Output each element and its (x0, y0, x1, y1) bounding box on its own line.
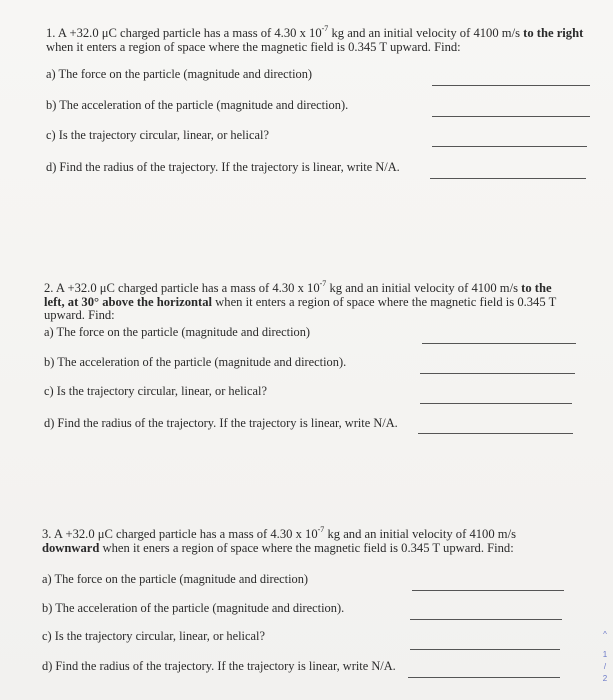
q1-part-d: d) Find the radius of the trajectory. If the trajectory is linear, write N/A. (46, 160, 400, 174)
q3-answer-line-b[interactable] (410, 619, 562, 620)
q1-answer-line-b[interactable] (432, 116, 590, 117)
question-2-stem: 2. A +32.0 μC charged particle has a mass of 4.30 x $10^{-7}$ kg and an initial velocity of 4100 m/s to the left, at 30° above the horizontal when it enters a region of space where the magnetic field is 0.345 T upward. Find: (44, 278, 557, 322)
question-1-stem: 1. A +32.0 μC charged particle has a mass of 4.30 x $10^{-7}$ kg and an initial velocity of 4100 m/s to the right when it enters a region of space where the magnetic field is 0.345 T upward. Find: (46, 23, 584, 54)
q1-part-c: c) Is the trajectory circular, linear, or helical? (46, 128, 269, 142)
q2-part-d: d) Find the radius of the trajectory. If the trajectory is linear, write N/A. (44, 416, 398, 430)
page-navigator (600, 630, 610, 686)
q1-part-b: b) The acceleration of the particle (magnitude and direction). (46, 98, 349, 112)
q2-answer-line-c[interactable] (420, 403, 572, 404)
page-indicator-1[interactable]: 1 (602, 650, 608, 659)
q1-part-a: a) The force on the particle (magnitude and direction) (46, 67, 313, 81)
page-indicator-2[interactable]: 2 (602, 674, 608, 683)
q2-part-b: b) The acceleration of the particle (magnitude and direction). (44, 355, 347, 369)
scroll-up-chevron-icon[interactable]: ^ (603, 630, 607, 639)
q2-answer-line-d[interactable] (418, 433, 573, 434)
q2-part-a: a) The force on the particle (magnitude and direction) (44, 325, 311, 339)
q3-part-c: c) Is the trajectory circular, linear, or helical? (42, 629, 265, 643)
q3-answer-line-d[interactable] (408, 677, 560, 678)
q1-answer-line-c[interactable] (432, 146, 587, 147)
q2-answer-line-b[interactable] (420, 373, 575, 374)
question-3 (42, 524, 542, 555)
q1-answer-line-d[interactable] (430, 178, 586, 179)
page-indicator-separator: / (603, 662, 607, 671)
q3-part-d: d) Find the radius of the trajectory. If the trajectory is linear, write N/A. (42, 659, 396, 673)
q1-answer-line-a[interactable] (432, 85, 590, 86)
q2-answer-line-a[interactable] (422, 343, 576, 344)
q3-answer-line-a[interactable] (412, 590, 564, 591)
question-2 (44, 278, 572, 323)
question-1 (46, 23, 586, 54)
q3-part-a: a) The force on the particle (magnitude and direction) (42, 572, 309, 586)
q3-answer-line-c[interactable] (410, 649, 560, 650)
question-3-stem: 3. A +32.0 μC charged particle has a mass of 4.30 x $10^{-7}$ kg and an initial velocity of 4100 m/s downward when it eners a region of space where the magnetic field is 0.345 T upward. Find: (42, 524, 516, 555)
q2-part-c: c) Is the trajectory circular, linear, or helical? (44, 384, 267, 398)
q3-part-b: b) The acceleration of the particle (magnitude and direction). (42, 601, 345, 615)
